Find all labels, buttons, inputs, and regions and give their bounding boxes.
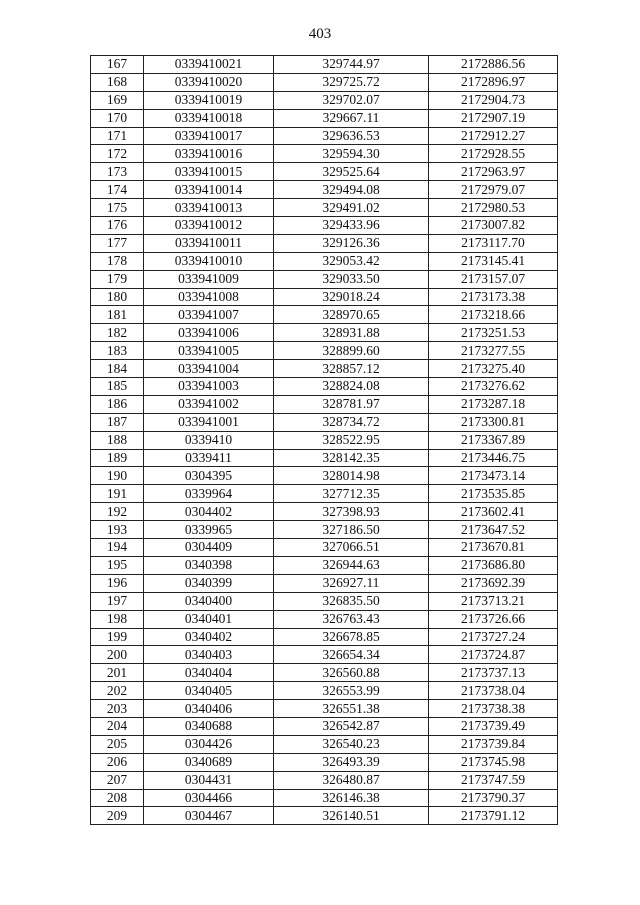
row-number-cell: 177 [91, 234, 144, 252]
row-number-cell: 169 [91, 91, 144, 109]
point-id-cell: 0340404 [144, 664, 274, 682]
point-id-cell: 0304431 [144, 771, 274, 789]
row-number-cell: 196 [91, 574, 144, 592]
x-coordinate-cell: 329126.36 [274, 234, 429, 252]
table-row [91, 91, 558, 109]
row-number-cell: 170 [91, 109, 144, 127]
table-row [91, 807, 558, 825]
x-coordinate-cell: 327186.50 [274, 521, 429, 539]
row-number-cell: 193 [91, 521, 144, 539]
x-coordinate-cell: 329725.72 [274, 73, 429, 91]
y-coordinate-cell: 2173602.41 [429, 503, 558, 521]
row-number-cell: 190 [91, 467, 144, 485]
x-coordinate-cell: 326553.99 [274, 682, 429, 700]
table-row [91, 646, 558, 664]
x-coordinate-cell: 326480.87 [274, 771, 429, 789]
point-id-cell: 033941006 [144, 324, 274, 342]
x-coordinate-cell: 326654.34 [274, 646, 429, 664]
point-id-cell: 0304426 [144, 735, 274, 753]
point-id-cell: 0340405 [144, 682, 274, 700]
y-coordinate-cell: 2173713.21 [429, 592, 558, 610]
table-row [91, 771, 558, 789]
row-number-cell: 172 [91, 145, 144, 163]
coordinates-table [90, 55, 558, 825]
page-number: 403 [308, 26, 332, 42]
point-id-cell: 0339964 [144, 485, 274, 503]
table-row [91, 610, 558, 628]
x-coordinate-cell: 329667.11 [274, 109, 429, 127]
x-coordinate-cell: 328142.35 [274, 449, 429, 467]
row-number-cell: 175 [91, 199, 144, 217]
point-id-cell: 0339410016 [144, 145, 274, 163]
y-coordinate-cell: 2172907.19 [429, 109, 558, 127]
x-coordinate-cell: 328970.65 [274, 306, 429, 324]
x-coordinate-cell: 328931.88 [274, 324, 429, 342]
table-row [91, 485, 558, 503]
row-number-cell: 192 [91, 503, 144, 521]
table-row [91, 682, 558, 700]
table-row [91, 789, 558, 807]
point-id-cell: 0339410013 [144, 199, 274, 217]
table-row [91, 431, 558, 449]
point-id-cell: 0340403 [144, 646, 274, 664]
y-coordinate-cell: 2173647.52 [429, 521, 558, 539]
point-id-cell: 0340400 [144, 592, 274, 610]
y-coordinate-cell: 2173117.70 [429, 234, 558, 252]
point-id-cell: 0339410015 [144, 163, 274, 181]
x-coordinate-cell: 326540.23 [274, 735, 429, 753]
table-body [91, 56, 558, 825]
point-id-cell: 0340398 [144, 556, 274, 574]
table-row [91, 395, 558, 413]
table-row [91, 592, 558, 610]
point-id-cell: 0339965 [144, 521, 274, 539]
table-row [91, 234, 558, 252]
point-id-cell: 033941004 [144, 360, 274, 378]
y-coordinate-cell: 2172886.56 [429, 56, 558, 74]
y-coordinate-cell: 2173727.24 [429, 628, 558, 646]
row-number-cell: 197 [91, 592, 144, 610]
y-coordinate-cell: 2172912.27 [429, 127, 558, 145]
point-id-cell: 033941001 [144, 413, 274, 431]
row-number-cell: 209 [91, 807, 144, 825]
point-id-cell: 0339410014 [144, 181, 274, 199]
point-id-cell: 0340688 [144, 717, 274, 735]
y-coordinate-cell: 2173739.49 [429, 717, 558, 735]
table-row [91, 127, 558, 145]
x-coordinate-cell: 326140.51 [274, 807, 429, 825]
y-coordinate-cell: 2172979.07 [429, 181, 558, 199]
y-coordinate-cell: 2173277.55 [429, 342, 558, 360]
y-coordinate-cell: 2173367.89 [429, 431, 558, 449]
x-coordinate-cell: 328522.95 [274, 431, 429, 449]
x-coordinate-cell: 326551.38 [274, 700, 429, 718]
row-number-cell: 174 [91, 181, 144, 199]
x-coordinate-cell: 329494.08 [274, 181, 429, 199]
x-coordinate-cell: 326835.50 [274, 592, 429, 610]
point-id-cell: 0339410012 [144, 217, 274, 235]
table-row [91, 556, 558, 574]
point-id-cell: 033941008 [144, 288, 274, 306]
point-id-cell: 0304467 [144, 807, 274, 825]
y-coordinate-cell: 2173738.38 [429, 700, 558, 718]
point-id-cell: 0304409 [144, 539, 274, 557]
x-coordinate-cell: 326560.88 [274, 664, 429, 682]
row-number-cell: 184 [91, 360, 144, 378]
table-row [91, 324, 558, 342]
row-number-cell: 181 [91, 306, 144, 324]
y-coordinate-cell: 2173692.39 [429, 574, 558, 592]
row-number-cell: 189 [91, 449, 144, 467]
y-coordinate-cell: 2173686.80 [429, 556, 558, 574]
row-number-cell: 171 [91, 127, 144, 145]
row-number-cell: 195 [91, 556, 144, 574]
y-coordinate-cell: 2173739.84 [429, 735, 558, 753]
table-row [91, 109, 558, 127]
table-row [91, 449, 558, 467]
row-number-cell: 204 [91, 717, 144, 735]
point-id-cell: 0339411 [144, 449, 274, 467]
y-coordinate-cell: 2173446.75 [429, 449, 558, 467]
x-coordinate-cell: 329594.30 [274, 145, 429, 163]
y-coordinate-cell: 2172963.97 [429, 163, 558, 181]
row-number-cell: 188 [91, 431, 144, 449]
point-id-cell: 0340689 [144, 753, 274, 771]
row-number-cell: 185 [91, 378, 144, 396]
point-id-cell: 033941003 [144, 378, 274, 396]
table-row [91, 217, 558, 235]
table-row [91, 700, 558, 718]
y-coordinate-cell: 2173276.62 [429, 378, 558, 396]
row-number-cell: 194 [91, 539, 144, 557]
table-row [91, 73, 558, 91]
x-coordinate-cell: 326678.85 [274, 628, 429, 646]
row-number-cell: 186 [91, 395, 144, 413]
y-coordinate-cell: 2173173.38 [429, 288, 558, 306]
x-coordinate-cell: 327712.35 [274, 485, 429, 503]
table-row [91, 539, 558, 557]
table-row [91, 628, 558, 646]
x-coordinate-cell: 329433.96 [274, 217, 429, 235]
table-row [91, 360, 558, 378]
point-id-cell: 0339410019 [144, 91, 274, 109]
y-coordinate-cell: 2172980.53 [429, 199, 558, 217]
table-row [91, 181, 558, 199]
y-coordinate-cell: 2173726.66 [429, 610, 558, 628]
row-number-cell: 187 [91, 413, 144, 431]
point-id-cell: 0340406 [144, 700, 274, 718]
row-number-cell: 201 [91, 664, 144, 682]
y-coordinate-cell: 2172896.97 [429, 73, 558, 91]
point-id-cell: 0304395 [144, 467, 274, 485]
x-coordinate-cell: 326944.63 [274, 556, 429, 574]
y-coordinate-cell: 2173251.53 [429, 324, 558, 342]
point-id-cell: 0340402 [144, 628, 274, 646]
x-coordinate-cell: 326763.43 [274, 610, 429, 628]
table-row [91, 342, 558, 360]
row-number-cell: 180 [91, 288, 144, 306]
y-coordinate-cell: 2173790.37 [429, 789, 558, 807]
point-id-cell: 0339410 [144, 431, 274, 449]
table-row [91, 735, 558, 753]
y-coordinate-cell: 2173145.41 [429, 252, 558, 270]
table-row [91, 56, 558, 74]
y-coordinate-cell: 2173724.87 [429, 646, 558, 664]
table-row [91, 717, 558, 735]
row-number-cell: 176 [91, 217, 144, 235]
x-coordinate-cell: 329033.50 [274, 270, 429, 288]
y-coordinate-cell: 2173747.59 [429, 771, 558, 789]
table-row [91, 378, 558, 396]
x-coordinate-cell: 328014.98 [274, 467, 429, 485]
row-number-cell: 173 [91, 163, 144, 181]
row-number-cell: 191 [91, 485, 144, 503]
x-coordinate-cell: 329018.24 [274, 288, 429, 306]
row-number-cell: 205 [91, 735, 144, 753]
row-number-cell: 182 [91, 324, 144, 342]
point-id-cell: 0304402 [144, 503, 274, 521]
point-id-cell: 0339410011 [144, 234, 274, 252]
x-coordinate-cell: 329744.97 [274, 56, 429, 74]
y-coordinate-cell: 2173218.66 [429, 306, 558, 324]
point-id-cell: 0339410017 [144, 127, 274, 145]
x-coordinate-cell: 329525.64 [274, 163, 429, 181]
x-coordinate-cell: 328824.08 [274, 378, 429, 396]
x-coordinate-cell: 326493.39 [274, 753, 429, 771]
x-coordinate-cell: 326927.11 [274, 574, 429, 592]
table-row [91, 503, 558, 521]
table-row [91, 574, 558, 592]
y-coordinate-cell: 2173473.14 [429, 467, 558, 485]
x-coordinate-cell: 327398.93 [274, 503, 429, 521]
row-number-cell: 179 [91, 270, 144, 288]
x-coordinate-cell: 326542.87 [274, 717, 429, 735]
y-coordinate-cell: 2172928.55 [429, 145, 558, 163]
x-coordinate-cell: 328899.60 [274, 342, 429, 360]
row-number-cell: 207 [91, 771, 144, 789]
y-coordinate-cell: 2173745.98 [429, 753, 558, 771]
row-number-cell: 202 [91, 682, 144, 700]
table-row [91, 521, 558, 539]
row-number-cell: 206 [91, 753, 144, 771]
row-number-cell: 199 [91, 628, 144, 646]
y-coordinate-cell: 2173275.40 [429, 360, 558, 378]
table-row [91, 753, 558, 771]
x-coordinate-cell: 329636.53 [274, 127, 429, 145]
x-coordinate-cell: 326146.38 [274, 789, 429, 807]
row-number-cell: 203 [91, 700, 144, 718]
row-number-cell: 198 [91, 610, 144, 628]
point-id-cell: 0304466 [144, 789, 274, 807]
row-number-cell: 167 [91, 56, 144, 74]
table-row [91, 252, 558, 270]
y-coordinate-cell: 2173007.82 [429, 217, 558, 235]
point-id-cell: 033941002 [144, 395, 274, 413]
point-id-cell: 033941009 [144, 270, 274, 288]
row-number-cell: 208 [91, 789, 144, 807]
y-coordinate-cell: 2173737.13 [429, 664, 558, 682]
y-coordinate-cell: 2173670.81 [429, 539, 558, 557]
point-id-cell: 0339410018 [144, 109, 274, 127]
point-id-cell: 0339410020 [144, 73, 274, 91]
x-coordinate-cell: 329053.42 [274, 252, 429, 270]
x-coordinate-cell: 328781.97 [274, 395, 429, 413]
table-row [91, 413, 558, 431]
x-coordinate-cell: 328734.72 [274, 413, 429, 431]
point-id-cell: 0339410010 [144, 252, 274, 270]
table-row [91, 199, 558, 217]
y-coordinate-cell: 2173287.18 [429, 395, 558, 413]
y-coordinate-cell: 2173791.12 [429, 807, 558, 825]
table-row [91, 163, 558, 181]
row-number-cell: 178 [91, 252, 144, 270]
y-coordinate-cell: 2173157.07 [429, 270, 558, 288]
row-number-cell: 200 [91, 646, 144, 664]
row-number-cell: 183 [91, 342, 144, 360]
x-coordinate-cell: 328857.12 [274, 360, 429, 378]
point-id-cell: 033941005 [144, 342, 274, 360]
row-number-cell: 168 [91, 73, 144, 91]
point-id-cell: 0340401 [144, 610, 274, 628]
y-coordinate-cell: 2173300.81 [429, 413, 558, 431]
x-coordinate-cell: 327066.51 [274, 539, 429, 557]
table-row [91, 467, 558, 485]
y-coordinate-cell: 2172904.73 [429, 91, 558, 109]
point-id-cell: 0340399 [144, 574, 274, 592]
x-coordinate-cell: 329702.07 [274, 91, 429, 109]
table-row [91, 288, 558, 306]
y-coordinate-cell: 2173535.85 [429, 485, 558, 503]
y-coordinate-cell: 2173738.04 [429, 682, 558, 700]
table-row [91, 664, 558, 682]
point-id-cell: 033941007 [144, 306, 274, 324]
table-row [91, 270, 558, 288]
table-row [91, 306, 558, 324]
table-row [91, 145, 558, 163]
point-id-cell: 0339410021 [144, 56, 274, 74]
x-coordinate-cell: 329491.02 [274, 199, 429, 217]
